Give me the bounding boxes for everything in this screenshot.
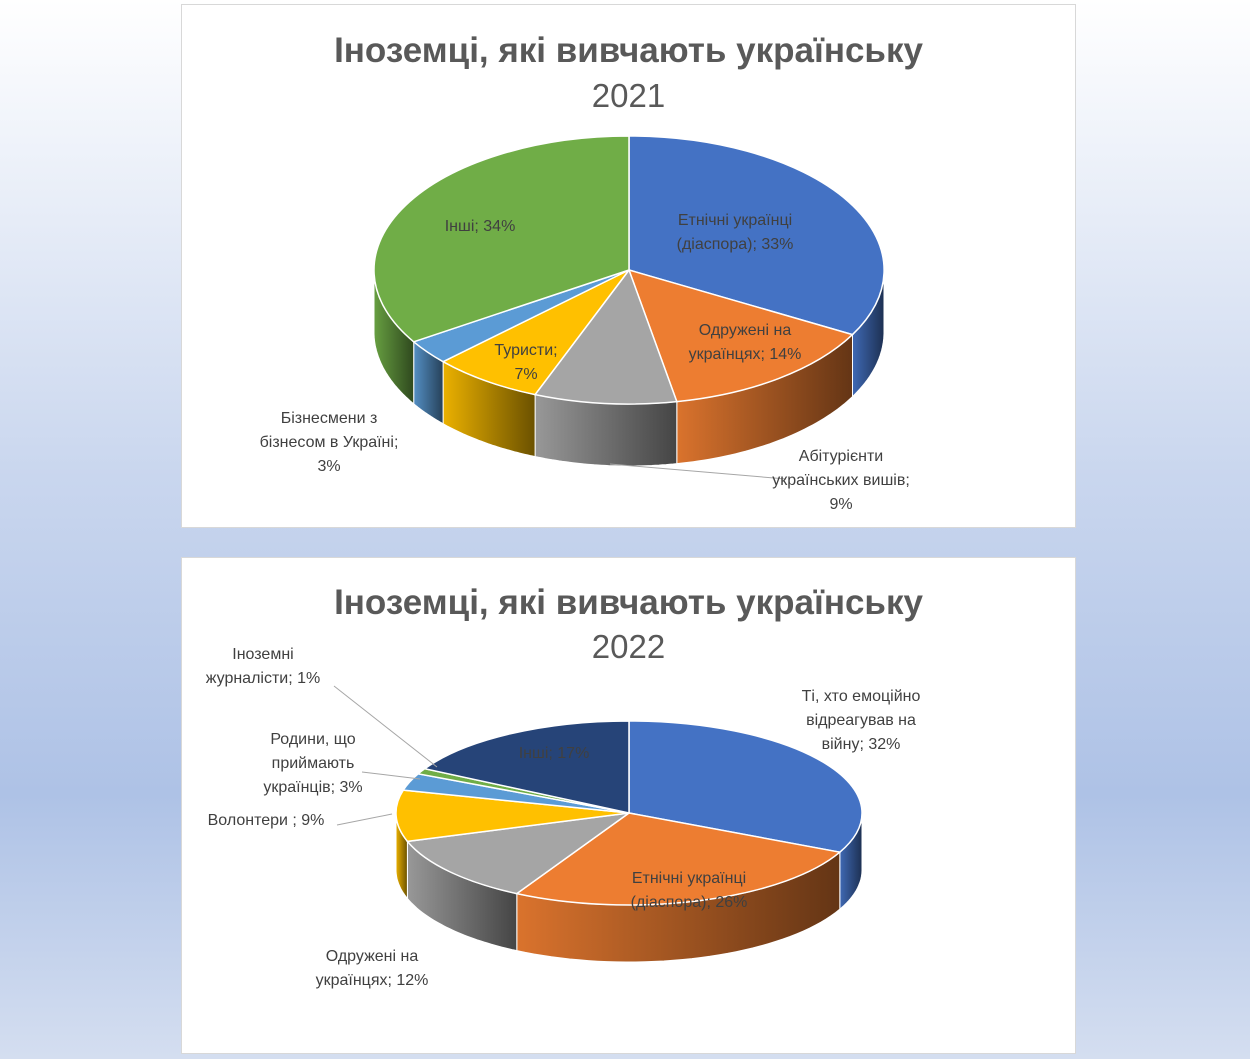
pie-slice-side-0-2 [535, 395, 677, 466]
leader-line-0-2 [610, 464, 786, 479]
data-label-0-1: Одружені на українцях; 14% [688, 322, 802, 363]
data-label-1-0: Ті, хто емоційно відреагував на війну; 32% [801, 688, 921, 753]
data-label-0-5: Інші; 34% [444, 218, 516, 235]
leader-line-1-3 [337, 814, 392, 825]
leader-line-1-4 [362, 772, 420, 779]
data-label-1-6: Інші; 17% [518, 745, 590, 762]
data-label-1-4: Родини, що приймають українців; 3% [263, 731, 363, 796]
data-label-1-5: Іноземні журналісти; 1% [205, 646, 321, 687]
data-label-0-0: Етнічні українці (діаспора); 33% [676, 212, 794, 253]
pie-chart-2022 [182, 558, 1075, 1053]
chart-subtitle: 2022 [591, 628, 666, 665]
chart-subtitle: 2021 [591, 77, 666, 114]
data-label-1-2: Одружені на українцях; 12% [315, 948, 429, 989]
pie-top-faces [396, 721, 862, 905]
data-label-0-4: Бізнесмени з бізнесом в Україні; 3% [259, 410, 399, 475]
data-label-0-3: Туристи; 7% [494, 342, 558, 383]
pie-chart-2021 [182, 5, 1075, 527]
data-label-1-1: Етнічні українці (діаспора); 26% [630, 870, 748, 911]
chart-title: Іноземці, які вивчають українську [334, 31, 923, 70]
pie-top-faces [374, 136, 884, 404]
chart-2021 [181, 4, 1076, 528]
chart-2022 [181, 557, 1076, 1054]
chart-title: Іноземці, які вивчають українську [334, 583, 923, 622]
data-label-1-3: Волонтери ; 9% [207, 812, 325, 829]
data-label-0-2: Абітурієнти українських вишів; 9% [772, 448, 910, 513]
